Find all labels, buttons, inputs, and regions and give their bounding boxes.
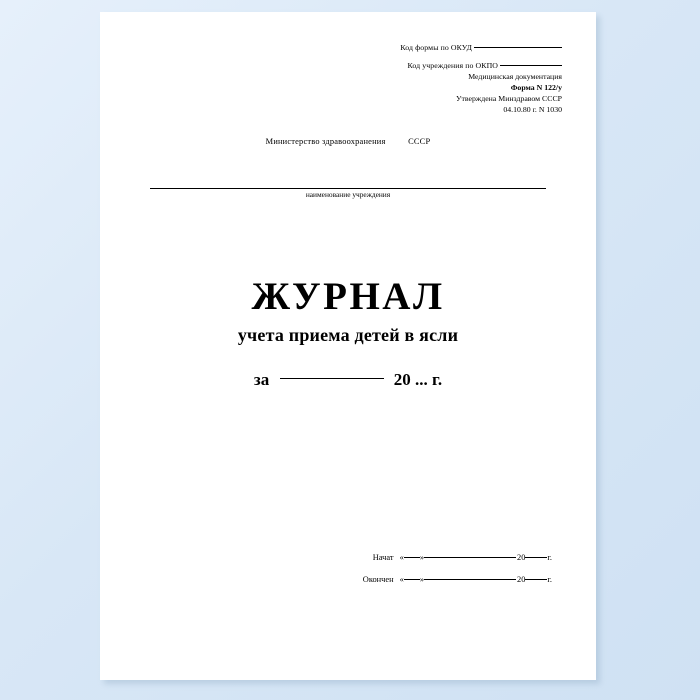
started-day-field[interactable]: [404, 557, 420, 558]
finished-day-field[interactable]: [404, 579, 420, 580]
started-label: Начат: [372, 553, 394, 562]
finished-quote-open: «: [399, 575, 404, 584]
institution-name-caption: наименование учреждения: [305, 190, 391, 199]
okpo-label: Код учреждения по ОКПО: [407, 61, 499, 70]
year-suffix: ... г.: [415, 370, 443, 389]
ministry-country: СССР: [408, 137, 431, 146]
started-month-field[interactable]: [424, 557, 516, 558]
started-year-suffix: г.: [547, 553, 552, 562]
footer-block: [100, 547, 596, 591]
started-quote-close: »: [419, 553, 425, 562]
year-blank-field[interactable]: [280, 378, 384, 379]
year-prefix: за: [253, 370, 270, 389]
doc-type-label: Медицинская документация: [468, 72, 562, 81]
okud-blank-field[interactable]: [474, 47, 562, 48]
finished-row: [100, 569, 552, 591]
approved-by-label: Утверждена Минздравом СССР: [455, 94, 562, 103]
okpo-row: [100, 60, 562, 71]
finished-quote-close: »: [419, 575, 425, 584]
okud-row: [100, 42, 562, 53]
institution-name-rule[interactable]: [150, 188, 546, 189]
year-century: 20: [393, 370, 411, 389]
started-year-field[interactable]: [525, 557, 547, 558]
page-title: ЖУРНАЛ: [251, 275, 445, 318]
okpo-blank-field[interactable]: [500, 65, 562, 66]
document-page: [100, 12, 596, 680]
started-row: [100, 547, 552, 569]
finished-label: Окончен: [362, 575, 394, 584]
form-codes-block: [100, 42, 596, 115]
ministry-line: [100, 137, 596, 146]
started-year-prefix: 20: [517, 553, 526, 562]
started-quote-open: «: [399, 553, 404, 562]
page-subtitle: учета приема детей в ясли: [237, 325, 459, 345]
finished-year-field[interactable]: [525, 579, 547, 580]
codes-spacer: [100, 53, 562, 60]
ministry-name: Министерство здравоохранения: [265, 137, 386, 146]
finished-year-prefix: 20: [517, 575, 526, 584]
finished-year-suffix: г.: [547, 575, 552, 584]
okud-label: Код формы по ОКУД: [400, 43, 473, 52]
year-line: [100, 370, 596, 390]
approval-date-label: 04.10.80 г. N 1030: [503, 105, 562, 114]
form-number-label: Форма N 122/у: [510, 83, 562, 92]
finished-month-field[interactable]: [424, 579, 516, 580]
